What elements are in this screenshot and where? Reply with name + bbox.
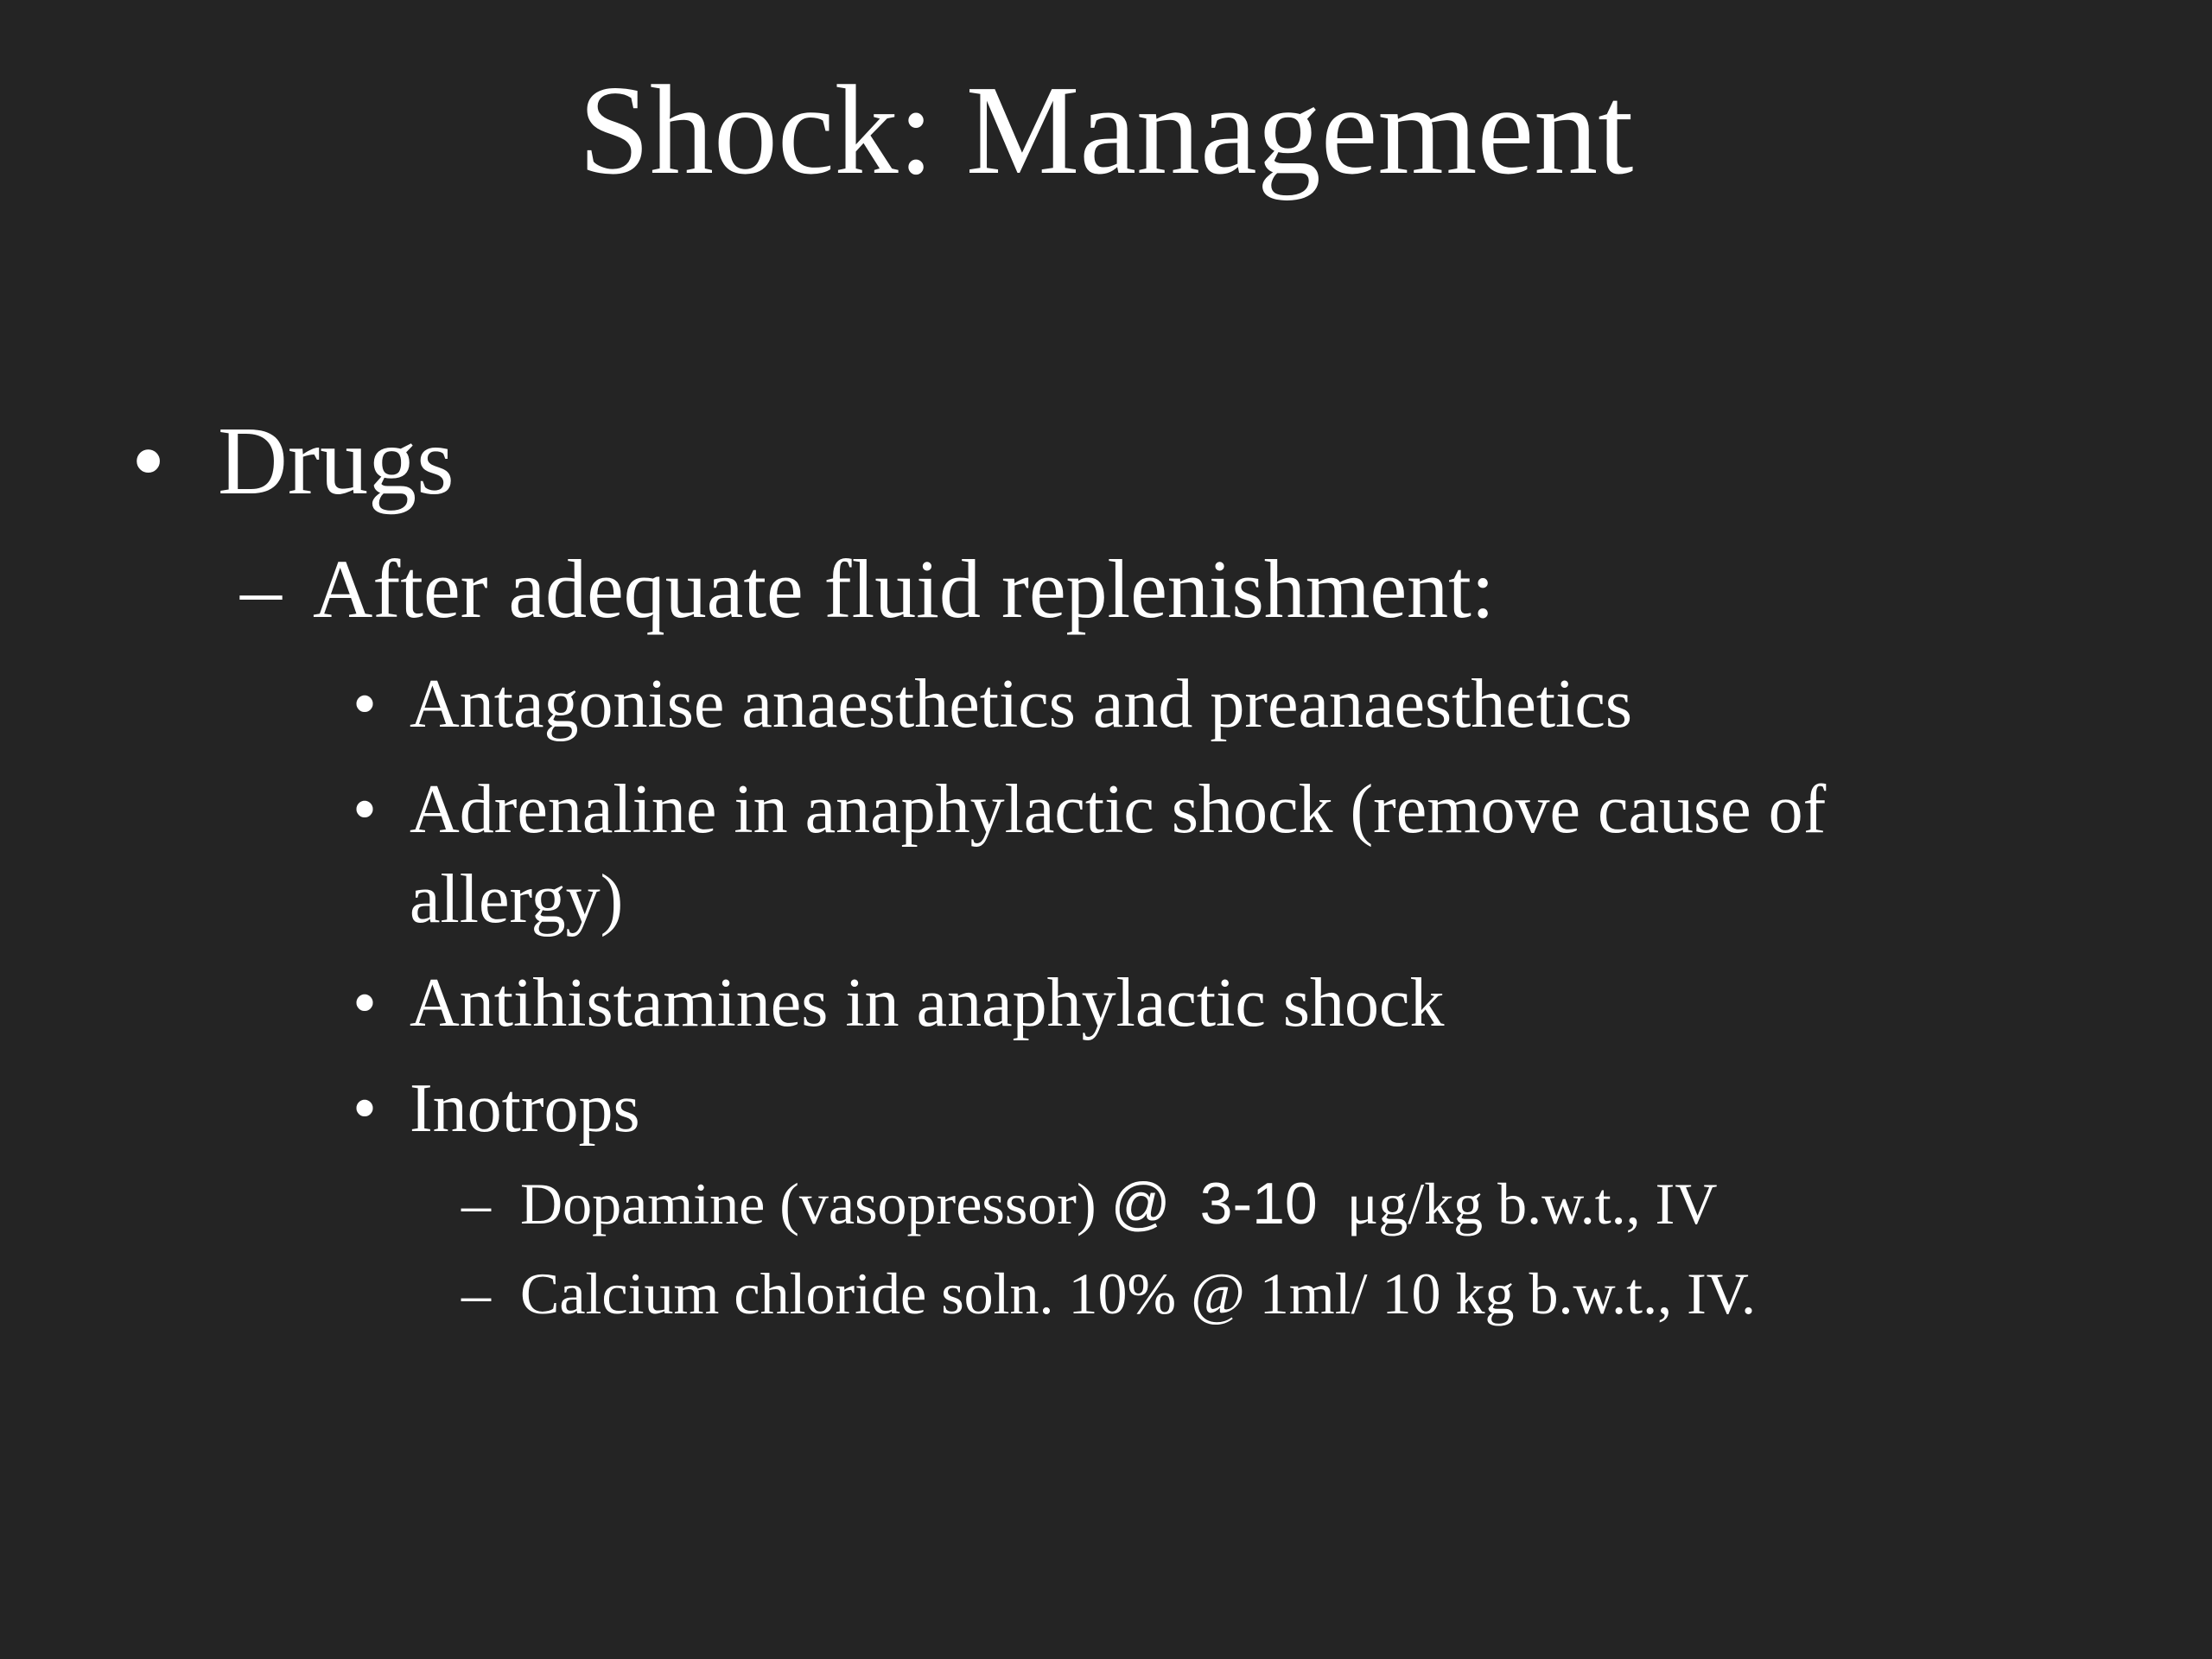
dopamine-suffix: μg/kg b.w.t., IV <box>1346 1171 1718 1236</box>
bullet-icon: • <box>353 965 378 1041</box>
bullet-icon: • <box>131 408 166 515</box>
slide-title: Shock: Management <box>578 60 1634 201</box>
item-antihistamines: Antihistamines in anaphylactic shock <box>410 965 1445 1041</box>
dash-icon: – <box>461 1261 491 1326</box>
item-calcium: Calcium chloride soln. 10% @ 1ml/ 10 kg b.w.t., IV. <box>520 1261 1757 1326</box>
item-adrenaline-line2: allergy) <box>410 861 624 938</box>
item-adrenaline-line1: Adrenaline in anaphylactic shock (remove cause of <box>410 772 1827 848</box>
bullet-icon: • <box>353 772 378 848</box>
subitem-after-fluid: After adequate fluid replenishment: <box>313 543 1495 635</box>
bullet-drugs: Drugs <box>218 408 454 515</box>
dopamine-at: @ <box>1110 1171 1171 1236</box>
bullet-icon: • <box>353 666 378 742</box>
dopamine-prefix: Dopamine (vasopressor) <box>520 1171 1111 1236</box>
item-antagonise: Antagonise anaesthetics and preanaesthetics <box>410 666 1632 742</box>
item-dopamine <box>520 1170 1717 1238</box>
dash-icon: – <box>240 543 282 635</box>
dash-icon: – <box>461 1171 491 1236</box>
item-inotrops: Inotrops <box>410 1071 640 1147</box>
dopamine-dose: 3-10 <box>1199 1171 1318 1236</box>
bullet-icon: • <box>353 1071 378 1147</box>
